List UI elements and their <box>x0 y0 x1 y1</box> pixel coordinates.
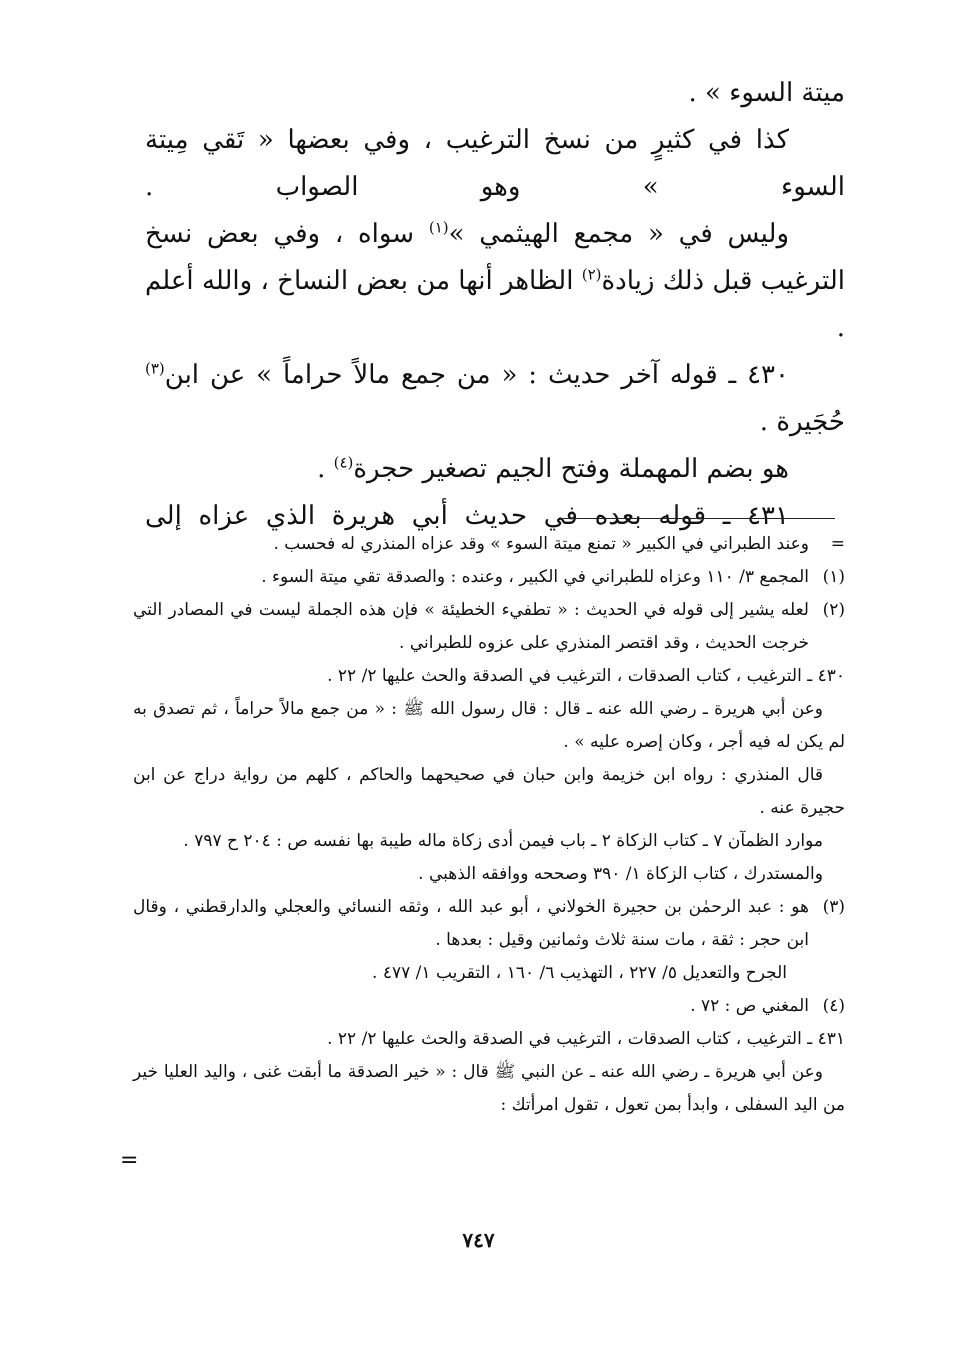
footnote-4 <box>133 990 845 1023</box>
footnote-430-heading: ٤٣٠ ـ الترغيب ، كتاب الصدقات ، الترغيب في الصدقة والحث عليها ٢/ ٢٢ . <box>327 666 845 686</box>
main-paragraph-3 <box>145 211 845 352</box>
main-paragraph-4 <box>145 352 845 446</box>
main-paragraph-3-part-a: وليس في « مجمع الهيثمي » <box>448 219 789 249</box>
footnote-3 <box>133 891 845 990</box>
main-paragraph-5-part-a: هو بضم المهملة وفتح الجيم تصغير حجرة <box>353 454 789 484</box>
footnote-431 <box>133 1023 845 1122</box>
footnote-2-text: لعله يشير إلى قوله في الحديث : « تطفيء الخطيئة » فإن هذه الجملة ليست في المصادر التي خرجت الحديث ، وقد اقتصر المنذري على عزوه للطبراني . <box>133 600 809 653</box>
main-paragraph-6: ٤٣١ ـ قوله بعده في حديث أبي هريرة الذي عزاه إلى <box>145 501 789 531</box>
footnotes-section <box>133 528 845 1122</box>
footnote-ref-2[interactable]: (٢) <box>581 265 602 284</box>
footnote-431-paragraph-1: وعن أبي هريرة ـ رضي الله عنه ـ عن النبي ﷺ قال : « خير الصدقة ما أبقت غنى ، واليد العليا خير من اليد السفلى ، وابدأ بمن تعول ، تقول امرأتك : <box>133 1062 845 1115</box>
footnote-2-mark: (٢) <box>822 600 845 620</box>
footnote-ref-3[interactable]: (٣) <box>145 359 165 378</box>
footnote-2 <box>133 594 845 660</box>
footnote-1-text: المجمع ٣/ ١١٠ وعزاه للطبراني في الكبير ، وعنده : والصدقة تقي ميتة السوء . <box>261 567 809 587</box>
footnote-1-mark: (١) <box>822 567 845 587</box>
main-text <box>145 70 845 540</box>
footnote-continuation <box>133 528 845 561</box>
footnote-ref-1[interactable]: (١) <box>428 218 449 237</box>
footnote-1 <box>133 561 845 594</box>
main-paragraph-5-part-b: . <box>317 454 334 484</box>
footnote-continuation-mark: = <box>830 534 845 554</box>
main-paragraph-3-part-b: سواه ، وفي بعض نسخ الترغيب قبل ذلك زيادة <box>145 219 845 296</box>
main-line-1: ميتة السوء » . <box>688 78 845 108</box>
main-paragraph-2-text: كذا في كثيرٍ من نسخ الترغيب ، وفي بعضها « تَقي مِيتة السوء » وهو الصواب . <box>145 125 845 202</box>
footnote-430-paragraph-4: والمستدرك ، كتاب الزكاة ١/ ٣٩٠ وصححه ووافقه الذهبي . <box>418 864 823 884</box>
footnote-3-paragraph-1: هو : عبد الرحمٰن بن حجيرة الخولاني ، أبو عبد الله ، وثقه النسائي والعجلي والدارقطني ، وقال ابن حجر : ثقة ، مات سنة ثلاث وثمانين وقيل : بعدها . <box>133 897 809 950</box>
footnote-3-paragraph-2: الجرح والتعديل ٥/ ٢٢٧ ، التهذيب ٦/ ١٦٠ ، التقريب ١/ ٤٧٧ . <box>372 963 787 983</box>
main-paragraph-3-part-c: الظاهر أنها من بعض النساخ ، والله أعلم . <box>145 266 845 343</box>
footnote-431-heading: ٤٣١ ـ الترغيب ، كتاب الصدقات ، الترغيب في الصدقة والحث عليها ٢/ ٢٢ . <box>327 1029 845 1049</box>
footnote-continuation-text: وعند الطبراني في الكبير « تمنع ميتة السوء » وقد عزاه المنذري له فحسب . <box>273 534 809 554</box>
main-paragraph-2 <box>145 117 845 211</box>
main-paragraph-4-part-b: حُجَيرة . <box>759 407 845 437</box>
footnote-430-paragraph-3: موارد الظمآن ٧ ـ كتاب الزكاة ٢ ـ باب فيمن أدى زكاة ماله طيبة بها نفسه ص : ٢٠٤ ح ٧٩٧ . <box>183 831 823 851</box>
page-number: ٧٤٧ <box>462 1228 495 1252</box>
main-paragraph-5 <box>145 446 845 493</box>
footnote-430-paragraph-2: قال المنذري : رواه ابن خزيمة وابن حبان في صحيحهما والحاكم ، كلهم من رواية دراج عن ابن حجيرة عنه . <box>133 765 845 818</box>
footnote-430 <box>133 660 845 891</box>
footnote-continues-mark: = <box>120 1148 139 1173</box>
footnote-divider <box>563 518 835 519</box>
footnote-4-text: المغني ص : ٧٢ . <box>690 996 809 1016</box>
main-paragraph-4-part-a: ٤٣٠ ـ قوله آخر حديث : « من جمع مالاً حراماً » عن ابن <box>164 360 789 390</box>
footnote-ref-4[interactable]: (٤) <box>333 453 354 472</box>
footnote-430-paragraph-1: وعن أبي هريرة ـ رضي الله عنه ـ قال : قال رسول الله ﷺ : « من جمع مالاً حراماً ، ثم تصدق به لم يكن له فيه أجر ، وكان إصره عليه » . <box>133 699 845 752</box>
footnote-3-mark: (٣) <box>822 897 845 917</box>
footnote-4-mark: (٤) <box>822 996 845 1016</box>
